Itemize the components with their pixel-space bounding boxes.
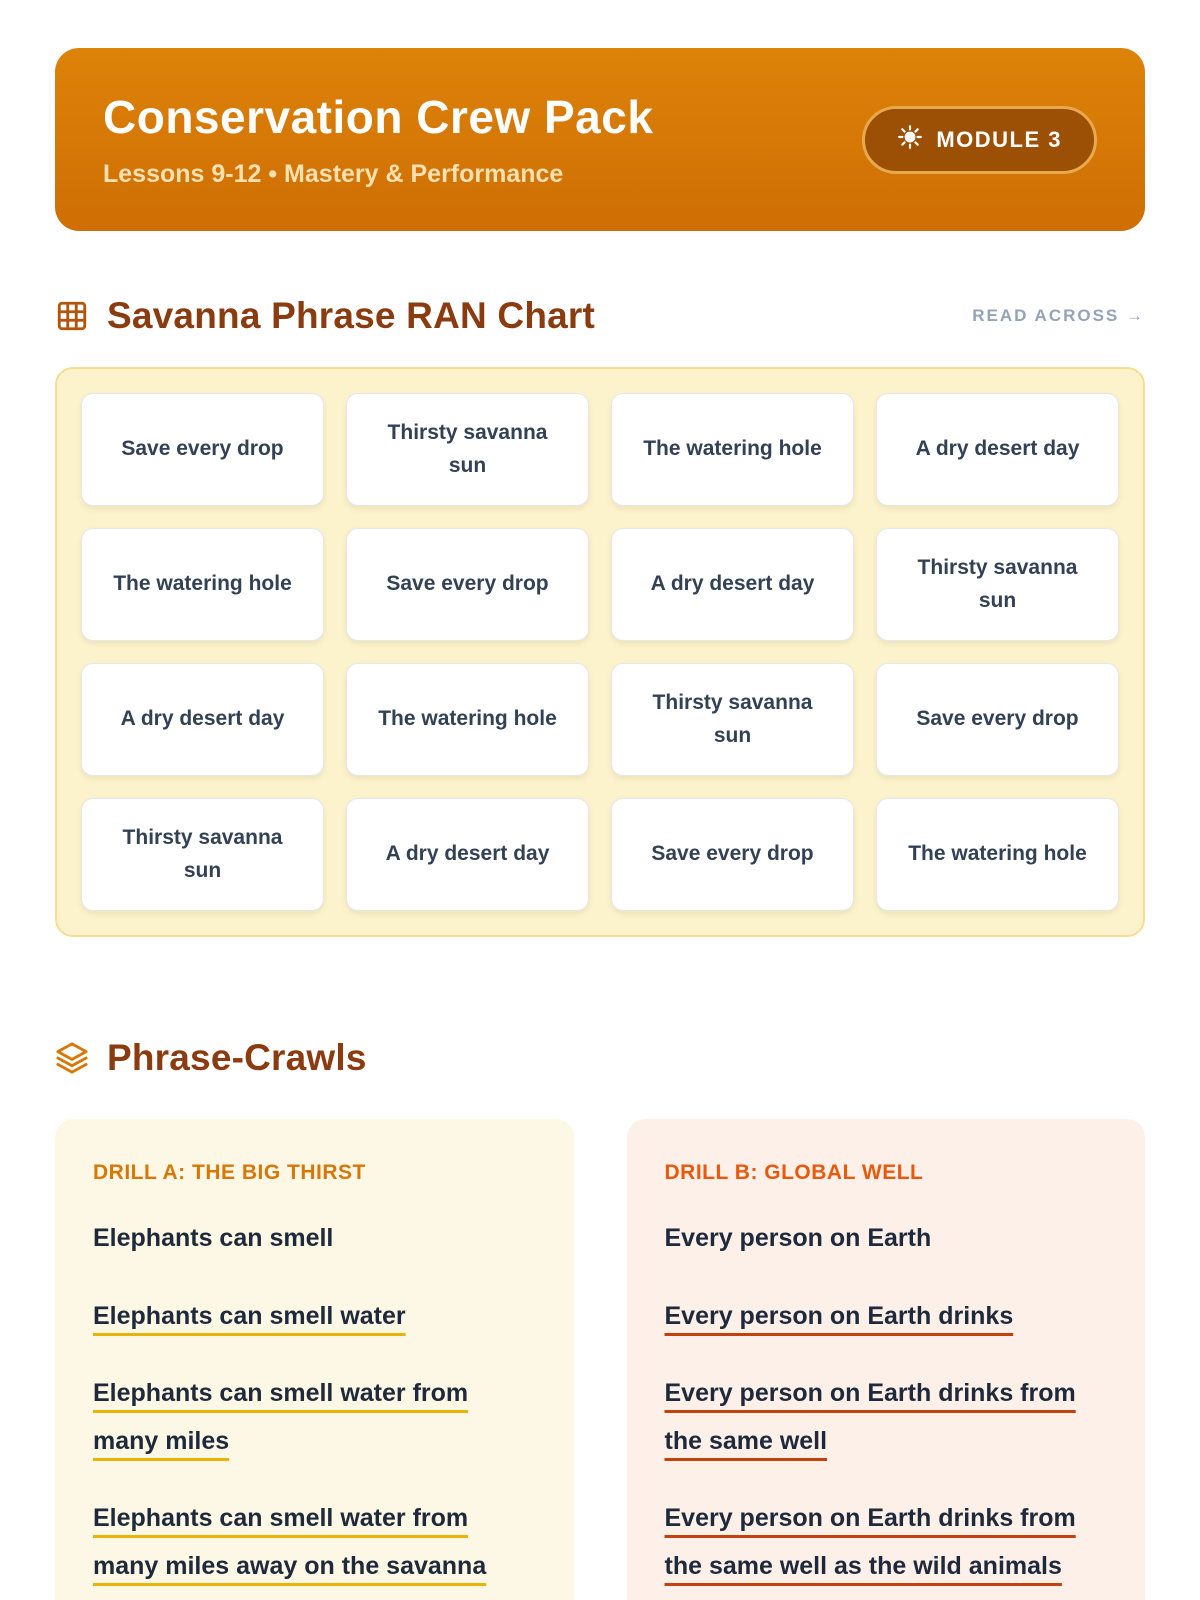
drill-line: Every person on Earth — [664, 1224, 932, 1252]
ran-section-title: Savanna Phrase RAN Chart — [107, 295, 596, 336]
ran-cell: The watering hole — [876, 798, 1119, 911]
drill-a-lines — [93, 1215, 536, 1590]
drill-line: Elephants can smell water — [93, 1301, 406, 1330]
ran-cell: Thirsty savanna sun — [611, 663, 854, 776]
sun-icon — [897, 124, 923, 156]
layers-icon — [55, 1041, 89, 1075]
ran-cell: A dry desert day — [346, 798, 589, 911]
drill-line: Every person on Earth drinks from the same well — [664, 1379, 1076, 1455]
ran-cell: Save every drop — [346, 528, 589, 641]
drill-line: Elephants can smell water from many miles away on the savanna — [93, 1504, 487, 1580]
ran-cell: The watering hole — [611, 393, 854, 506]
ran-cell: A dry desert day — [611, 528, 854, 641]
module-badge-label: MODULE 3 — [936, 126, 1062, 152]
module-badge — [862, 106, 1097, 174]
drill-line: Elephants can smell water from many miles — [93, 1379, 469, 1455]
ran-cell: Save every drop — [876, 663, 1119, 776]
drill-line: Every person on Earth drinks from the same well as the wild animals — [664, 1504, 1076, 1580]
header-text — [103, 90, 653, 189]
grid-icon — [55, 299, 89, 333]
drill-line: Every person on Earth drinks — [664, 1301, 1014, 1330]
ran-cell: Save every drop — [611, 798, 854, 911]
page-subtitle: Lessons 9-12 • Mastery & Performance — [103, 160, 564, 188]
phrase-crawls-title: Phrase-Crawls — [107, 1037, 367, 1078]
header-card — [55, 48, 1145, 231]
drill-b-lines — [665, 1215, 1108, 1590]
phrase-crawls-heading — [55, 1037, 1145, 1079]
drill-cards — [55, 1119, 1145, 1600]
read-across-label: READ ACROSS → — [972, 306, 1145, 325]
ran-board — [55, 367, 1145, 937]
drill-card-b — [627, 1119, 1146, 1600]
ran-cell: Thirsty savanna sun — [81, 798, 324, 911]
ran-cell: A dry desert day — [81, 663, 324, 776]
drill-line: Elephants can smell — [93, 1224, 334, 1252]
ran-cell: Save every drop — [81, 393, 324, 506]
ran-section-heading — [55, 295, 1145, 337]
ran-cell: Thirsty savanna sun — [876, 528, 1119, 641]
drill-card-a — [55, 1119, 574, 1600]
drill-b-label: DRILL B: GLOBAL WELL — [664, 1161, 924, 1184]
ran-cell: Thirsty savanna sun — [346, 393, 589, 506]
ran-cell: A dry desert day — [876, 393, 1119, 506]
ran-grid — [81, 393, 1119, 911]
ran-cell: The watering hole — [81, 528, 324, 641]
page-title: Conservation Crew Pack — [103, 91, 654, 143]
drill-a-label: DRILL A: THE BIG THIRST — [93, 1161, 366, 1184]
ran-cell: The watering hole — [346, 663, 589, 776]
